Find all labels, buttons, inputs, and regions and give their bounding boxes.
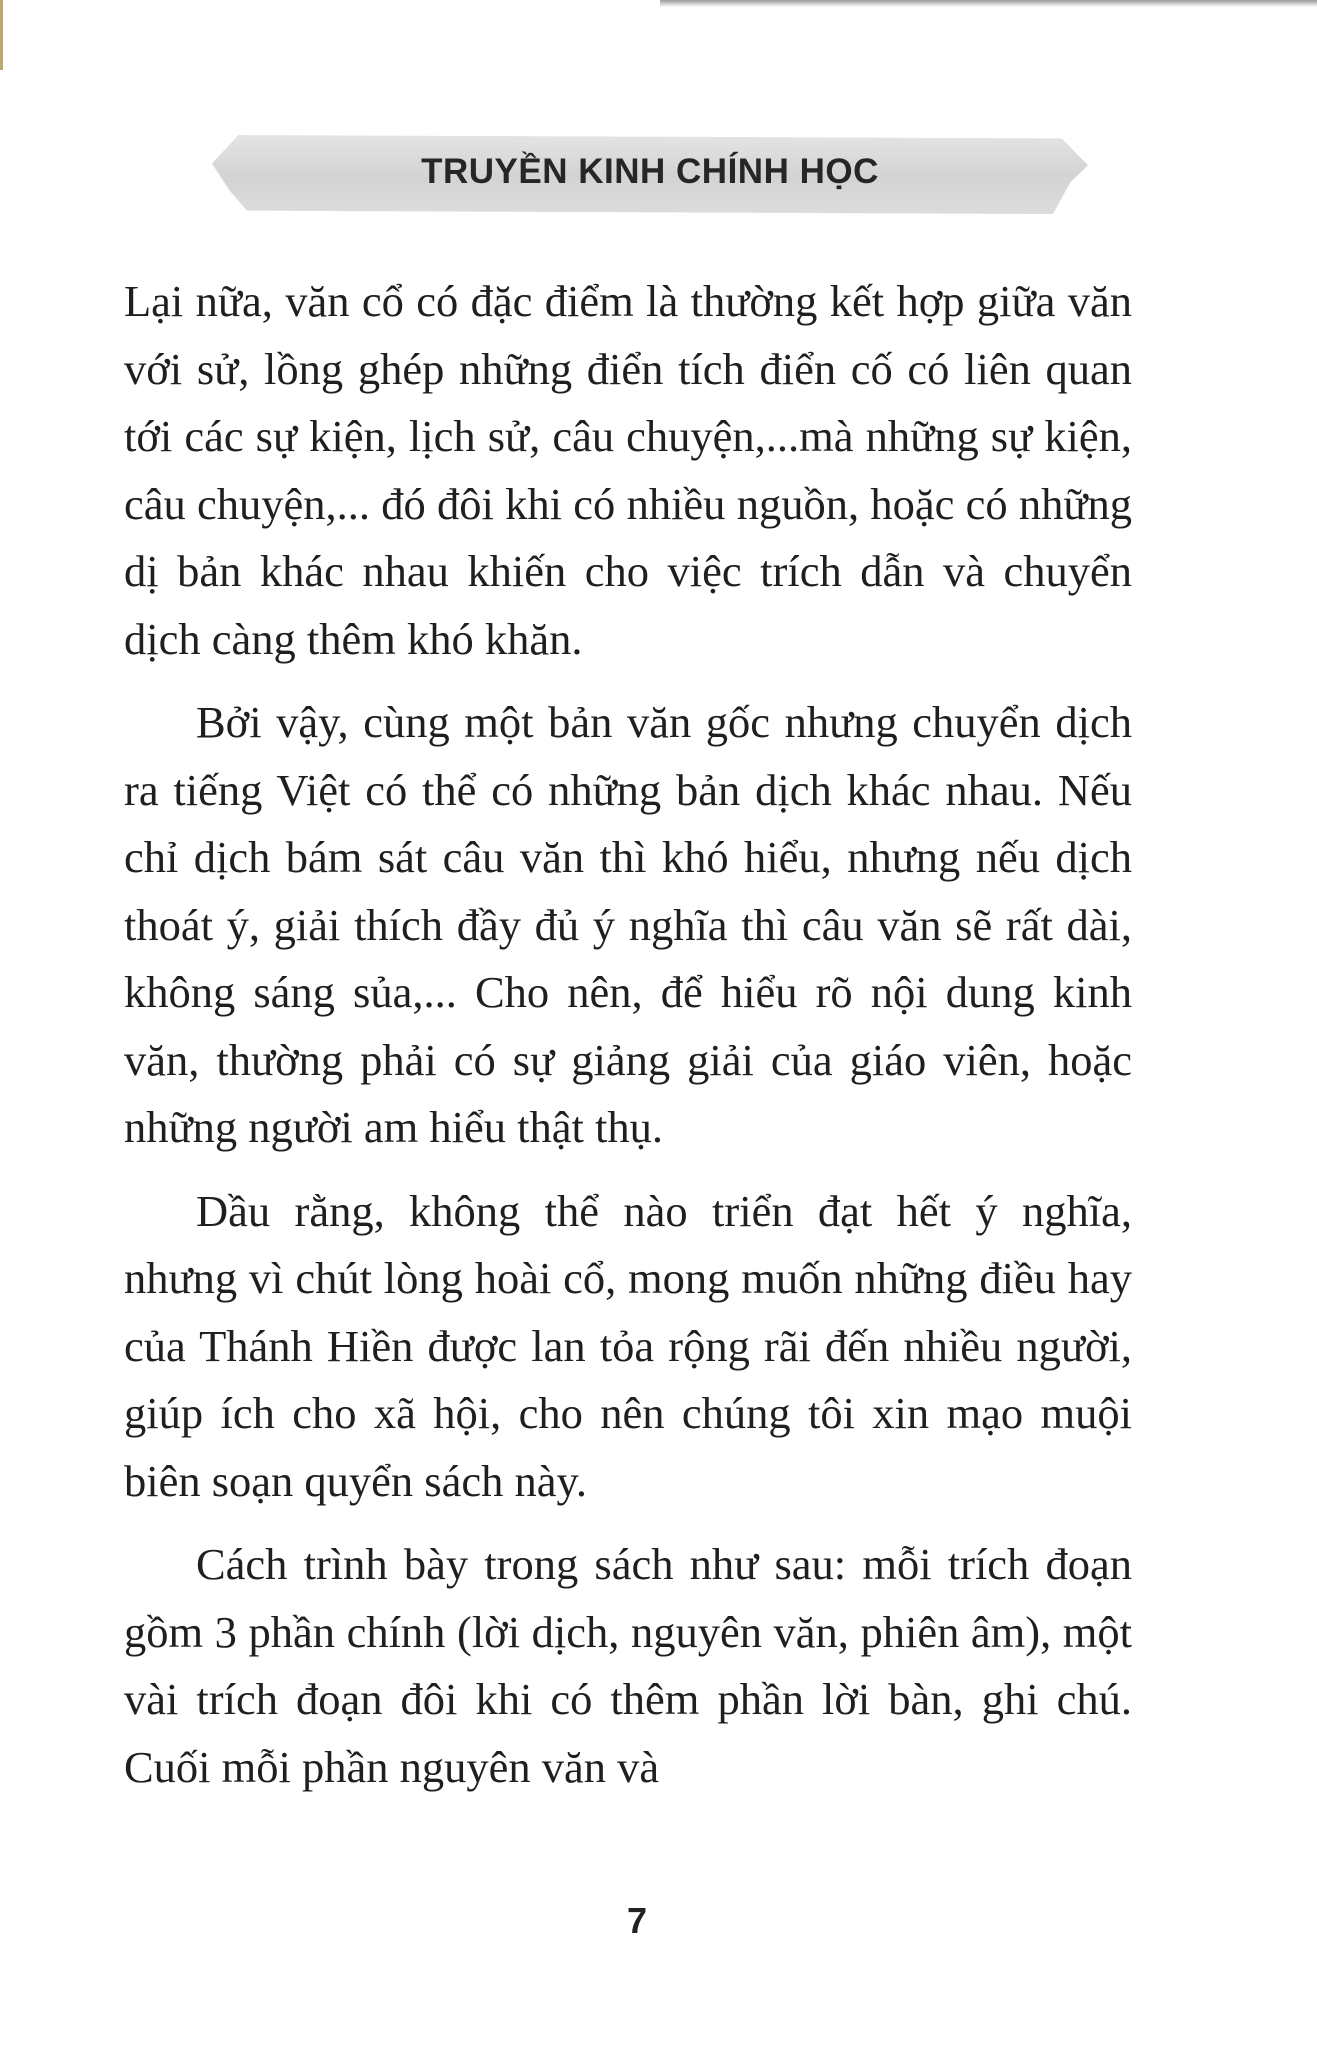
page-number: 7 xyxy=(626,1900,648,1941)
paragraph-4: Cách trình bày trong sách như sau: mỗi trích đoạn gồm 3 phần chính (lời dịch, nguyên văn, phiên âm), một vài trích đoạn đôi khi có thêm phần lời bàn, ghi chú. Cuối mỗi phần nguyên văn và xyxy=(124,1539,1132,1792)
page-top-edge xyxy=(660,0,1317,7)
paragraph-2: Bởi vậy, cùng một bản văn gốc nhưng chuyển dịch ra tiếng Việt có thể có những bản dịch khác nhau. Nếu chỉ dịch bám sát câu văn thì khó hiểu, nhưng nếu dịch thoát ý, giải thích đầy đủ ý nghĩa thì câu văn sẽ rất dài, không sáng sủa,... Cho nên, để hiểu rõ nội dung kinh văn, thường phải có sự giảng giải của giáo viên, hoặc những người am hiểu thật thụ. xyxy=(124,697,1132,1152)
body-text xyxy=(124,268,1132,1817)
page-left-edge xyxy=(0,0,3,70)
running-header-title: TRUYỀN KINH CHÍNH HỌC xyxy=(421,152,879,191)
paragraph-3: Dầu rằng, không thể nào triển đạt hết ý nghĩa, nhưng vì chút lòng hoài cổ, mong muốn những điều hay của Thánh Hiền được lan tỏa rộng rãi đến nhiều người, giúp ích cho xã hội, cho nên chúng tôi xin mạo muội biên soạn quyển sách này. xyxy=(124,1185,1132,1506)
paragraph-1: Lại nữa, văn cổ có đặc điểm là thường kết hợp giữa văn với sử, lồng ghép những điển tích điển cố có liên quan tới các sự kiện, lịch sử, câu chuyện,...mà những sự kiện, câu chuyện,... đó đôi khi có nhiều nguồn, hoặc có những dị bản khác nhau khiến cho việc trích dẫn và chuyển dịch càng thêm khó khăn. xyxy=(124,276,1132,664)
